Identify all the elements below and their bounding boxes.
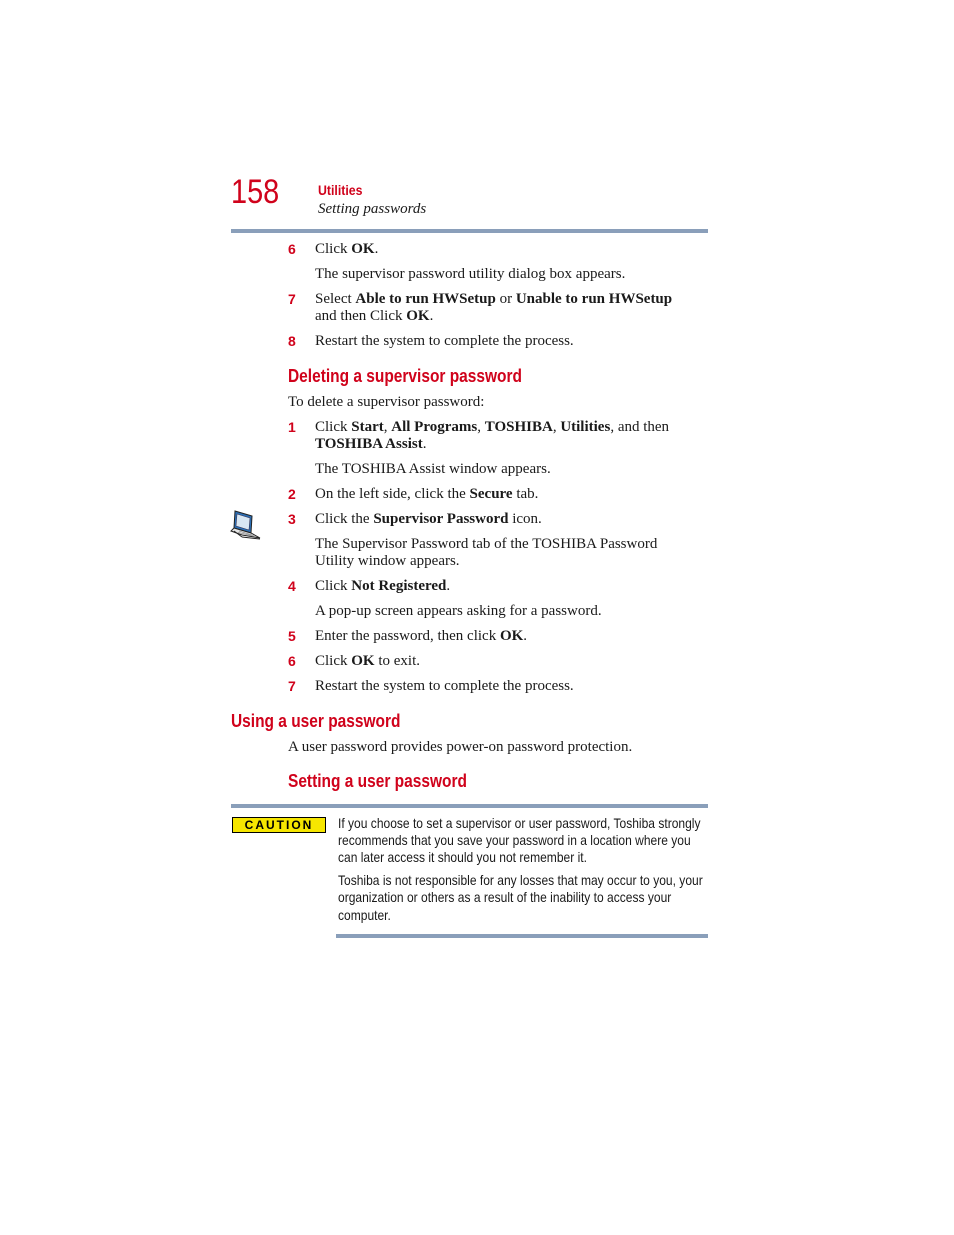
- step-text: Click OK.: [315, 241, 379, 257]
- step-number: 3: [288, 511, 296, 527]
- caution-badge: CAUTION: [232, 817, 326, 833]
- step-text-continued: TOSHIBA Assist.: [315, 436, 427, 452]
- caution-text-line: organization or others as a result of the inability to access your: [338, 889, 672, 905]
- step-text: Restart the system to complete the process.: [315, 333, 574, 349]
- step-number: 6: [288, 241, 296, 257]
- step-note: The supervisor password utility dialog box appears.: [315, 266, 626, 282]
- step-text: Click Not Registered.: [315, 578, 451, 594]
- step-text: On the left side, click the Secure tab.: [315, 486, 539, 502]
- step-number: 7: [288, 678, 296, 694]
- step-text: Enter the password, then click OK.: [315, 628, 528, 644]
- step-number: 2: [288, 486, 296, 502]
- caution-bottom-rule: [336, 934, 708, 938]
- heading-setting-user-password: Setting a user password: [288, 771, 467, 791]
- chapter-title: Utilities: [318, 182, 363, 198]
- body-text: A user password provides power-on password protection.: [288, 739, 633, 755]
- caution-top-rule: [231, 804, 708, 808]
- step-note: The TOSHIBA Assist window appears.: [315, 461, 551, 477]
- step-number: 5: [288, 628, 296, 644]
- laptop-icon: [230, 509, 262, 543]
- section-title: Setting passwords: [318, 201, 427, 217]
- step-number: 1: [288, 419, 296, 435]
- caution-text-line: can later access it should you not remember it.: [338, 849, 587, 865]
- caution-text-line: computer.: [338, 907, 391, 923]
- step-text: Click Start, All Programs, TOSHIBA, Utilities, and then: [315, 419, 670, 435]
- caution-text-line: Toshiba is not responsible for any losses that may occur to you, your: [338, 872, 703, 888]
- step-text-continued: and then Click OK.: [315, 308, 434, 324]
- intro-text: To delete a supervisor password:: [288, 394, 485, 410]
- caution-text-line: recommends that you save your password in a location where you: [338, 832, 691, 848]
- step-text: Click OK to exit.: [315, 653, 421, 669]
- step-number: 8: [288, 333, 296, 349]
- step-note: The Supervisor Password tab of the TOSHIBA Password: [315, 536, 658, 552]
- page-number: 158: [231, 173, 280, 211]
- step-number: 7: [288, 291, 296, 307]
- step-number: 6: [288, 653, 296, 669]
- heading-using-user-password: Using a user password: [231, 711, 401, 731]
- heading-deleting-supervisor-password: Deleting a supervisor password: [288, 366, 523, 386]
- step-note: A pop-up screen appears asking for a password.: [315, 603, 602, 619]
- step-text: Select Able to run HWSetup or Unable to run HWSetup: [315, 291, 673, 307]
- step-text: Restart the system to complete the process.: [315, 678, 574, 694]
- caution-text-line: If you choose to set a supervisor or user password, Toshiba strongly: [338, 815, 701, 831]
- header-rule: [231, 229, 708, 233]
- step-text: Click the Supervisor Password icon.: [315, 511, 542, 527]
- step-number: 4: [288, 578, 296, 594]
- step-note-continued: Utility window appears.: [315, 553, 460, 569]
